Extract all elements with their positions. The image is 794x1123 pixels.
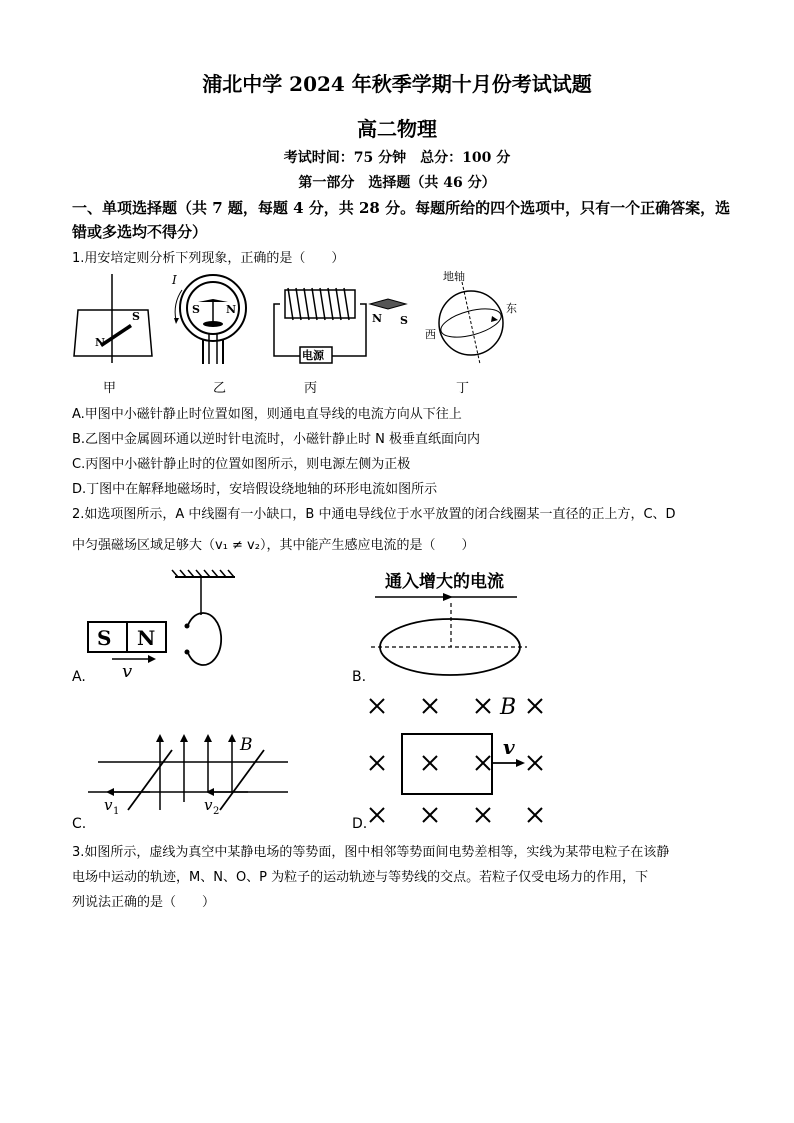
figure-bing [274, 288, 408, 363]
q3-line1: 3.如图所示，虚线为真空中某静电场的等势面，图中相邻等势面间电势差相等，实线为某带电粒子在该静 [72, 845, 670, 860]
q1-option-b: B.乙图中金属圆环通以逆时针电流时，小磁针静止时 N 极垂直纸面向内 [72, 432, 481, 447]
q1-option-a: A.甲图中小磁针静止时位置如图，则通电直导线的电流方向从下往上 [72, 407, 462, 422]
yi-n-label: N [226, 303, 237, 316]
east-label: 东 [506, 302, 517, 315]
fig-label-jia: 甲 [103, 381, 117, 396]
figure-jia [74, 274, 152, 363]
exam-title: 浦北中学 2024 年秋季学期十月份考试试题 [202, 72, 592, 96]
q3-line2: 电场中运动的轨迹，M、N、O、P 为粒子的运动轨迹与等势线的交点。若粒子仅受电场力的作用，下 [72, 870, 649, 885]
exam-info: 考试时间：75 分钟 总分：100 分 [283, 150, 511, 166]
q1-option-d: D.丁图中在解释地磁场时，安培假设绕地轴的环形电流如图所示 [72, 482, 438, 497]
a-velocity-label: v [122, 661, 133, 682]
fig-label-ding: 丁 [456, 381, 470, 396]
q2-figure-d [360, 690, 560, 830]
q1-stem: 1.用安培定则分析下列现象，正确的是（ ） [72, 251, 345, 266]
axis-label: 地轴 [443, 270, 465, 283]
q1-option-c: C.丙图中小磁针静止时的位置如图所示，则电源左侧为正极 [72, 457, 411, 472]
c-field-label: B [240, 735, 253, 755]
q2-stem-line1: 2.如选项图所示，A 中线圈有一小缺口，B 中通电导线位于水平放置的闭合线圈某一直径的正上方，C、D [72, 507, 676, 522]
magnet-n-label: N [137, 626, 156, 650]
q2-stem-line2: 中匀强磁场区域足够大（v₁ ≠ v₂），其中能产生感应电流的是（ ） [72, 538, 475, 553]
q2-figure-b [365, 565, 545, 685]
c-v1-label: v [104, 796, 113, 814]
c-v2-label: v [204, 796, 213, 814]
d-velocity-label: v [503, 735, 515, 759]
figure-yi [171, 273, 246, 364]
d-field-label: B [500, 695, 517, 720]
part-heading: 第一部分 选择题（共 46 分） [298, 175, 496, 191]
q2-option-a-label: A. [72, 669, 86, 685]
bing-n-label: N [372, 312, 383, 325]
yi-current-label: I [172, 273, 177, 287]
c-v2-sub: 2 [213, 806, 220, 817]
q2-figure-c [88, 730, 298, 820]
q2-figure-a [70, 565, 250, 685]
q2-option-d-label: D. [352, 816, 368, 832]
power-label: 电源 [302, 349, 324, 362]
fig-label-bing: 丙 [304, 381, 318, 396]
b-caption: 通入增大的电流 [385, 572, 504, 592]
section-heading: 一、单项选择题（共 7 题，每题 4 分，共 28 分。每题所给的四个选项中，只有一个正确答案，选错或多选均不得分） [72, 199, 731, 241]
q3-line3: 列说法正确的是（ ） [72, 895, 216, 910]
q2-option-b-label: B. [352, 669, 367, 685]
jia-s-label: S [132, 310, 140, 323]
jia-n-label: N [95, 336, 106, 349]
exam-subject: 高二物理 [357, 117, 437, 141]
magnet-s-label: S [97, 626, 112, 650]
c-v1-sub: 1 [113, 806, 120, 817]
q1-figures [70, 268, 530, 398]
west-label: 西 [425, 328, 436, 341]
bing-s-label: S [400, 314, 408, 327]
fig-label-yi: 乙 [213, 381, 227, 396]
yi-s-label: S [192, 303, 200, 316]
q2-option-c-label: C. [72, 816, 87, 832]
figure-ding [425, 269, 517, 364]
